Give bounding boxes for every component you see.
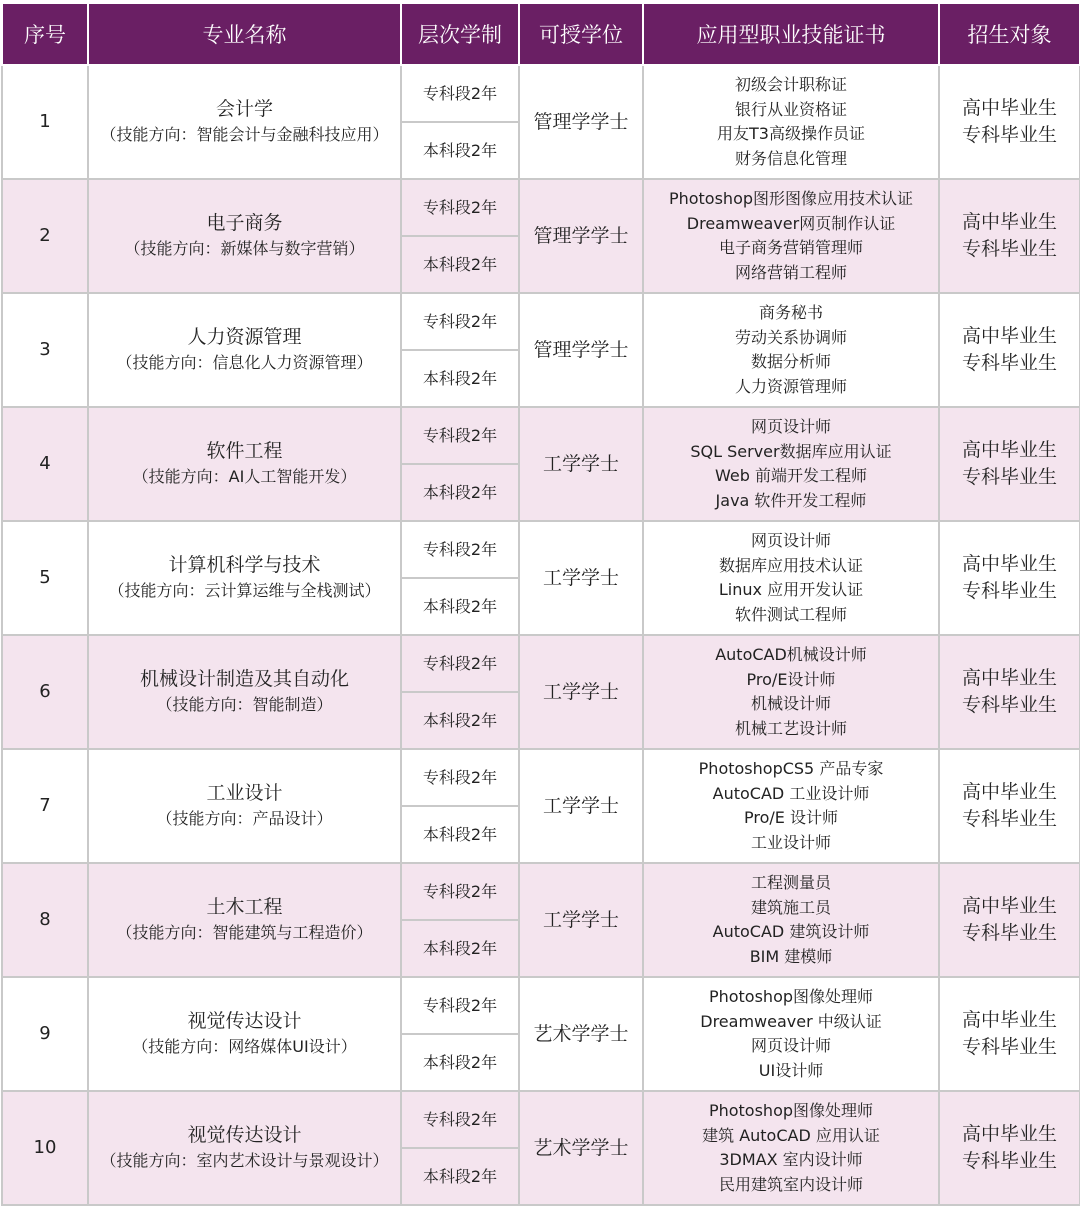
target-item: 高中毕业生 [961,1123,1057,1145]
target-item: 高中毕业生 [961,211,1057,233]
target-item: 专科毕业生 [961,238,1057,260]
certificate-item: 机械工艺设计师 [734,718,847,738]
major-name: 视觉传达设计 [187,1010,302,1032]
table-row [2,407,1080,464]
header-major: 专业名称 [88,3,401,65]
row-level-junior: 专科段2年 [401,749,519,806]
certificate-item: 数据分析师 [750,352,831,371]
target-item: 高中毕业生 [961,1009,1057,1031]
certificate-item: 工程测量员 [750,873,831,892]
target-item: 专科毕业生 [961,694,1057,716]
row-targets [939,521,1080,635]
row-certificates [643,521,939,635]
row-certificates [643,179,939,293]
target-item: 专科毕业生 [961,466,1057,488]
target-item: 专科毕业生 [961,808,1057,830]
certificate-item: Java 软件开发工程师 [715,490,867,510]
target-item: 高中毕业生 [961,895,1057,917]
row-level-junior: 专科段2年 [401,863,519,920]
row-level-senior: 本科段2年 [401,692,519,749]
major-name: 工业设计 [206,782,283,804]
major-name: 人力资源管理 [187,326,302,348]
certificate-item: 网页设计师 [750,1036,831,1055]
row-level-junior: 专科段2年 [401,977,519,1034]
row-major [88,1091,401,1205]
major-name: 计算机科学与技术 [168,554,321,576]
row-level-junior: 专科段2年 [401,635,519,692]
major-direction: （技能方向：AI人工智能开发） [132,467,357,486]
target-item: 专科毕业生 [961,580,1057,602]
row-level-junior: 专科段2年 [401,293,519,350]
row-certificates [643,977,939,1091]
header-degree: 可授学位 [519,3,643,65]
row-seq: 5 [2,521,88,635]
table-row [2,977,1080,1034]
certificate-item: 商务秘书 [758,303,823,322]
major-direction: （技能方向：产品设计） [156,809,333,828]
table-row [2,863,1080,920]
major-direction: （技能方向：云计算运维与全栈测试） [108,581,381,600]
row-targets [939,179,1080,293]
major-direction: （技能方向：智能会计与金融科技应用） [100,125,389,144]
certificate-item: AutoCAD机械设计师 [715,645,867,664]
row-level-senior: 本科段2年 [401,122,519,179]
row-degree: 管理学学士 [519,293,643,407]
row-seq: 1 [2,65,88,179]
certificate-item: PhotoshopCS5 产品专家 [698,759,884,778]
row-targets [939,1091,1080,1205]
row-targets [939,863,1080,977]
row-certificates [643,293,939,407]
certificate-item: 建筑 AutoCAD 应用认证 [702,1125,880,1145]
certificate-item: 民用建筑室内设计师 [718,1174,863,1194]
target-item: 高中毕业生 [961,667,1057,689]
certificate-item: 财务信息化管理 [734,148,847,168]
row-level-senior: 本科段2年 [401,806,519,863]
row-major [88,407,401,521]
row-degree: 管理学学士 [519,65,643,179]
major-direction: （技能方向：智能建筑与工程造价） [116,923,373,942]
certificate-item: Pro/E 设计师 [744,808,838,827]
row-degree: 管理学学士 [519,179,643,293]
row-major [88,749,401,863]
row-degree: 艺术学学士 [519,1091,643,1205]
certificate-item: 网络营销工程师 [734,262,847,282]
row-seq: 3 [2,293,88,407]
certificate-item: 软件测试工程师 [734,604,847,624]
target-item: 高中毕业生 [961,97,1057,119]
certificate-item: AutoCAD 建筑设计师 [712,922,870,941]
row-degree: 工学学士 [519,749,643,863]
major-name: 机械设计制造及其自动化 [139,668,349,690]
row-certificates [643,65,939,179]
header-target: 招生对象 [939,3,1080,65]
target-item: 高中毕业生 [961,325,1057,347]
row-degree: 工学学士 [519,863,643,977]
table-row [2,65,1080,122]
major-direction: （技能方向：网络媒体UI设计） [132,1037,357,1056]
row-major [88,293,401,407]
row-level-junior: 专科段2年 [401,521,519,578]
row-targets [939,407,1080,521]
major-name: 会计学 [215,98,273,120]
certificate-item: SQL Server数据库应用认证 [690,441,892,461]
row-certificates [643,1091,939,1205]
row-major [88,977,401,1091]
row-level-junior: 专科段2年 [401,65,519,122]
row-seq: 8 [2,863,88,977]
certificate-item: 劳动关系协调师 [734,327,847,347]
row-major [88,179,401,293]
row-targets [939,65,1080,179]
row-major [88,635,401,749]
row-degree: 工学学士 [519,521,643,635]
table-row [2,635,1080,692]
row-major [88,65,401,179]
table-row [2,521,1080,578]
certificate-item: Web 前端开发工程师 [715,466,867,485]
header-certificates: 应用型职业技能证书 [643,3,939,65]
target-item: 高中毕业生 [961,781,1057,803]
certificate-item: Linux 应用开发认证 [718,580,864,599]
certificate-item: 建筑施工员 [750,897,831,917]
certificate-item: Photoshop图像处理师 [708,1101,874,1120]
row-level-senior: 本科段2年 [401,464,519,521]
certificate-item: 网页设计师 [750,531,831,550]
row-certificates [643,863,939,977]
certificate-item: Dreamweaver 中级认证 [700,1011,882,1031]
row-major [88,521,401,635]
major-direction: （技能方向：信息化人力资源管理） [116,353,373,372]
header-level: 层次学制 [401,3,519,65]
certificate-item: Pro/E设计师 [746,669,836,689]
row-major [88,863,401,977]
certificate-item: 网页设计师 [750,417,831,436]
target-item: 专科毕业生 [961,922,1057,944]
certificate-item: 3DMAX 室内设计师 [719,1150,863,1169]
row-seq: 6 [2,635,88,749]
target-item: 高中毕业生 [961,553,1057,575]
program-table [1,2,1080,1206]
row-level-junior: 专科段2年 [401,179,519,236]
table-body [2,65,1080,1205]
certificate-item: 人力资源管理师 [734,376,847,396]
row-certificates [643,407,939,521]
certificate-item: 机械设计师 [750,694,831,713]
row-level-senior: 本科段2年 [401,578,519,635]
certificate-item: 用友T3高级操作员证 [717,124,865,143]
row-level-senior: 本科段2年 [401,236,519,293]
table-row [2,1091,1080,1148]
major-direction: （技能方向：智能制造） [156,695,333,714]
row-seq: 10 [2,1091,88,1205]
header-row [2,3,1080,65]
row-targets [939,977,1080,1091]
major-direction: （技能方向：室内艺术设计与景观设计） [100,1151,389,1170]
row-certificates [643,635,939,749]
major-name: 土木工程 [206,896,283,918]
row-seq: 7 [2,749,88,863]
row-level-senior: 本科段2年 [401,350,519,407]
row-level-senior: 本科段2年 [401,920,519,977]
target-item: 专科毕业生 [961,1150,1057,1172]
certificate-item: Photoshop图形图像应用技术认证 [668,189,914,208]
row-level-senior: 本科段2年 [401,1148,519,1205]
row-level-junior: 专科段2年 [401,1091,519,1148]
row-targets [939,635,1080,749]
row-level-senior: 本科段2年 [401,1034,519,1091]
row-targets [939,293,1080,407]
certificate-item: 数据库应用技术认证 [718,555,863,575]
major-name: 电子商务 [206,212,283,234]
table-row [2,749,1080,806]
row-seq: 2 [2,179,88,293]
certificate-item: 电子商务营销管理师 [718,238,863,257]
certificate-item: AutoCAD 工业设计师 [712,783,870,803]
table-row [2,293,1080,350]
target-item: 专科毕业生 [961,124,1057,146]
certificate-item: UI设计师 [758,1060,824,1080]
header-seq: 序号 [2,3,88,65]
row-targets [939,749,1080,863]
certificate-item: 初级会计职称证 [734,75,847,94]
row-degree: 艺术学学士 [519,977,643,1091]
certificate-item: Dreamweaver网页制作认证 [686,213,896,233]
certificate-item: 银行从业资格证 [734,99,847,119]
row-seq: 4 [2,407,88,521]
row-degree: 工学学士 [519,635,643,749]
target-item: 专科毕业生 [961,352,1057,374]
row-level-junior: 专科段2年 [401,407,519,464]
certificate-item: BIM 建模师 [749,946,833,966]
row-seq: 9 [2,977,88,1091]
target-item: 专科毕业生 [961,1036,1057,1058]
certificate-item: 工业设计师 [750,832,831,852]
certificate-item: Photoshop图像处理师 [708,987,874,1006]
row-degree: 工学学士 [519,407,643,521]
major-name: 软件工程 [206,440,283,462]
target-item: 高中毕业生 [961,439,1057,461]
table-row [2,179,1080,236]
major-direction: （技能方向：新媒体与数字营销） [124,239,365,258]
row-certificates [643,749,939,863]
major-name: 视觉传达设计 [187,1124,302,1146]
